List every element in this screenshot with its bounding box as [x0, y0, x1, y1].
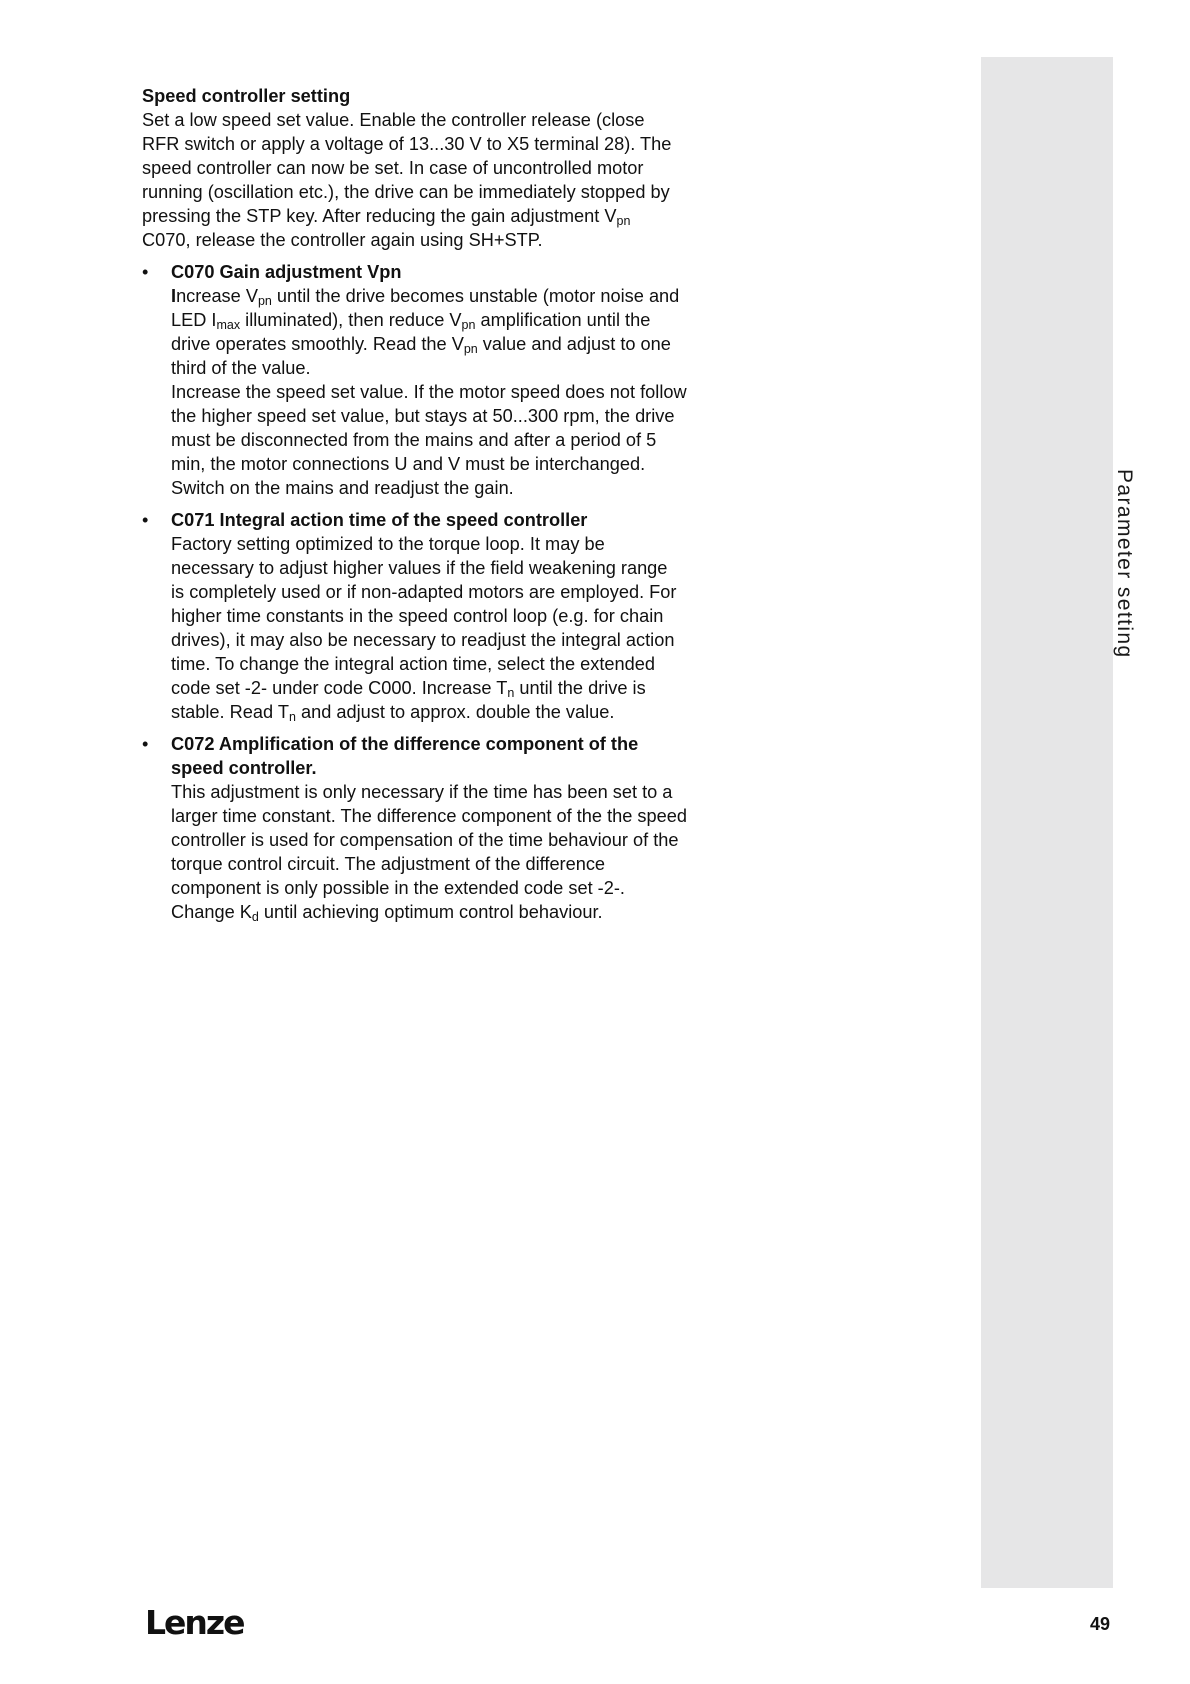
- bullet-line: This adjustment is only necessary if the time has been set to a: [171, 782, 673, 802]
- bullet-line: controller is used for compensation of the time behaviour of the: [171, 830, 679, 850]
- bullet-line: drives), it may also be necessary to readjust the integral action: [171, 630, 675, 650]
- bullet-line: drive operates smoothly. Read the $V_{pn}$ value and adjust to one: [171, 334, 671, 356]
- bullet-line: torque control circuit. The adjustment of the difference: [171, 854, 606, 874]
- intro-paragraph: [142, 84, 742, 252]
- bullet-line: LED $I_{max}$ illuminated), then reduce $V_{pn}$ amplification until the: [171, 310, 651, 332]
- bullet-title: speed controller.: [171, 758, 317, 778]
- bullet-line: Increase $V_{pn}$ until the drive becomes unstable (motor noise and: [171, 286, 680, 308]
- intro-line: RFR switch or apply a voltage of 13...30 V to X5 terminal 28). The: [142, 134, 672, 154]
- bullet-title: C072 Amplification of the difference component of the: [171, 734, 639, 754]
- main-content: [142, 84, 742, 932]
- bullet-line: code set -2- under code C000. Increase $T_n$ until the drive is: [171, 678, 646, 700]
- bullet-line: is completely used or if non-adapted motors are employed. For: [171, 582, 677, 602]
- bullet-c071: [142, 508, 742, 724]
- bullet-line: larger time constant. The difference component of the the speed: [171, 806, 687, 826]
- intro-line: speed controller can now be set. In case of uncontrolled motor: [142, 158, 644, 178]
- bullet-line: Increase the speed set value. If the motor speed does not follow: [171, 382, 687, 402]
- bullet-title: C071 Integral action time of the speed controller: [171, 510, 588, 530]
- bullet-line: stable. Read $T_n$ and adjust to approx. double the value.: [171, 702, 615, 724]
- bullet-line: necessary to adjust higher values if the field weakening range: [171, 558, 668, 578]
- bullet-line: time. To change the integral action time, select the extended: [171, 654, 655, 674]
- sidebar-section-label: Parameter setting: [1113, 469, 1136, 659]
- intro-line: C070, release the controller again using SH+STP.: [142, 230, 543, 250]
- bullet-line: third of the value.: [171, 358, 311, 378]
- intro-line: pressing the STP key. After reducing the gain adjustment $V_{pn}$: [142, 206, 631, 228]
- bullet-line: Factory setting optimized to the torque loop. It may be: [171, 534, 605, 554]
- bullet-line: must be disconnected from the mains and after a period of 5: [171, 430, 657, 450]
- bullet-line: min, the motor connections U and V must be interchanged.: [171, 454, 646, 474]
- bullet-title: C070 Gain adjustment Vpn: [171, 262, 402, 282]
- bullet-dot: •: [142, 510, 149, 530]
- brand-logo: Lenze: [145, 1603, 244, 1642]
- bullet-line: Change $K_d$ until achieving optimum control behaviour.: [171, 902, 603, 924]
- bullet-line: component is only possible in the extended code set -2-.: [171, 878, 625, 898]
- bullet-dot: •: [142, 734, 149, 754]
- intro-line: running (oscillation etc.), the drive can be immediately stopped by: [142, 182, 670, 202]
- bullet-line: the higher speed set value, but stays at 50...300 rpm, the drive: [171, 406, 675, 426]
- bullet-dot: •: [142, 262, 149, 282]
- intro-line: Set a low speed set value. Enable the controller release (close: [142, 110, 645, 130]
- bullet-line: higher time constants in the speed control loop (e.g. for chain: [171, 606, 664, 626]
- bullet-c072: [142, 732, 742, 924]
- bullet-line: Switch on the mains and readjust the gain.: [171, 478, 514, 498]
- section-heading: Speed controller setting: [142, 86, 351, 106]
- sidebar-band: [981, 57, 1113, 1588]
- bullet-c070: [142, 260, 742, 500]
- page-number: 49: [1090, 1614, 1111, 1634]
